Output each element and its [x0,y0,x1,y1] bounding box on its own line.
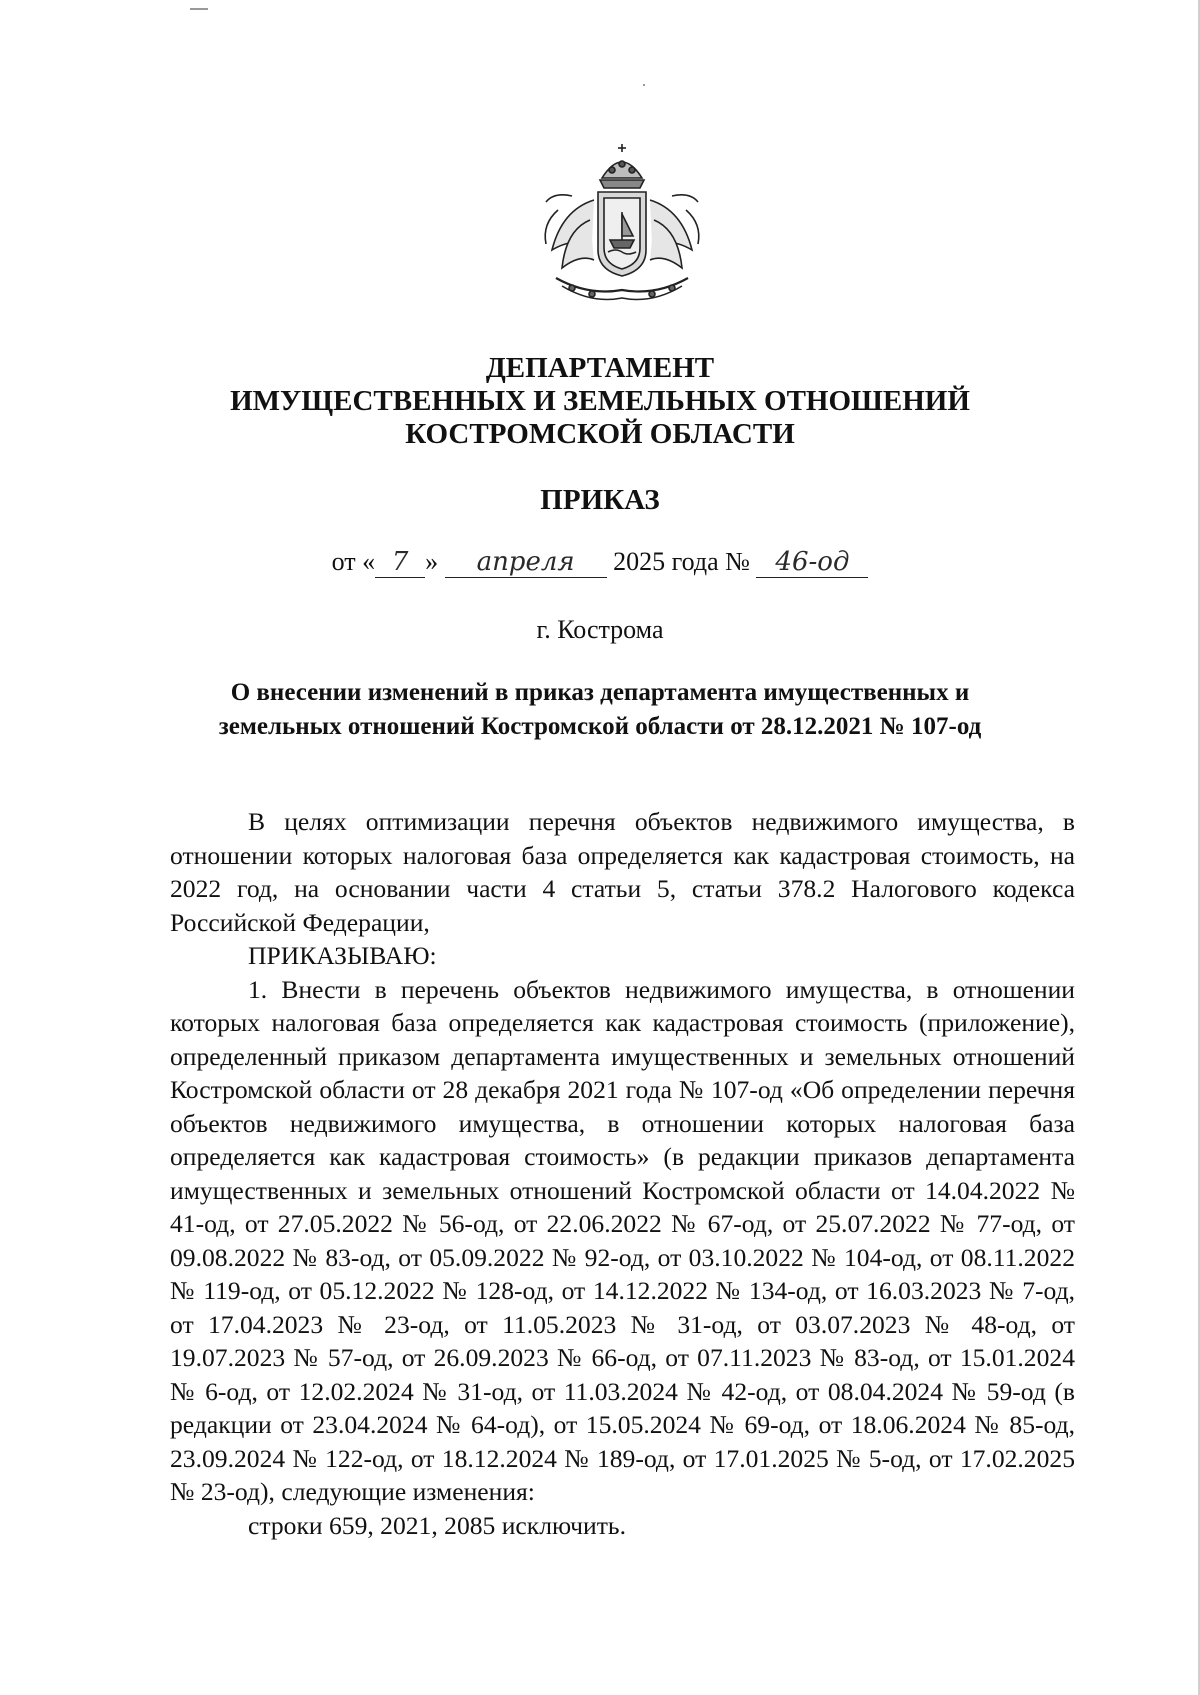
heading-line: ДЕПАРТАМЕНТ [485,352,715,384]
scan-artifact [190,8,208,10]
order-month-handwritten: апреля [445,547,607,578]
body-paragraph-item-1: 1. Внести в перечень объектов недвижимого имущества, в отношении которых налоговая база определяется как кадастровая стоимость (приложение), определенный приказом департамента имущественных и земельных отношений Костромской области от 28 декабря 2021 года № 107-од «Об определении перечня объектов недвижимого имущества, в отношении которых налоговая база определяется как кадастровая стоимость» (в редакции приказов департамента имущественных и земельных отношений Костромской области от 14.04.2022 № 41-од, от 27.05.2022 № 56-од, от 22.06.2022 № 67-од, от 25.07.2022 № 77-од, от 09.08.2022 № 83-од, от 05.09.2022 № 92-од, от 03.10.2022 № 104-од, от 08.11.2022 № 119-од, от 05.12.2022 № 128-од, от 14.12.2022 № 134-од, от 16.03.2023 № 7-од, от 17.04.2023 № 23-од, от 11.05.2023 № 31-од, от 03.07.2023 № 48-од, от 19.07.2023 № 57-од, от 26.09.2023 № 66-од, от 07.11.2023 № 83-од, от 15.01.2024 № 6-од, от 12.02.2024 № 31-од, от 11.03.2024 № 42-од, от 08.04.2024 № 59-од (в редакции от 23.04.2024 № 64-од), от 15.05.2024 № 69-од, от 18.06.2024 № 85-од, 23.09.2024 № 122-од, от 18.12.2024 № 189-од, от 17.01.2025 № 5-од, от 17.02.2025 № 23-од), следующие изменения: [170,974,1075,1506]
body-paragraph-preamble: В целях оптимизации перечня объектов недвижимого имущества, в отношении которых налоговая база определяется как кадастровая стоимость, на 2022 год, на основании части 4 статьи 5, статьи 378.2 Налогового кодекса Российской Федерации, [170,807,1075,937]
order-subject [0,676,1200,744]
order-date-number-line [0,544,1200,580]
scan-artifact [643,84,645,86]
order-date-prefix: от « [331,547,376,576]
order-date-quote-close: » [425,547,439,576]
subject-line: О внесении изменений в приказ департамента имущественных и [230,679,970,706]
department-heading [0,352,1200,451]
city-line: г. Кострома [536,615,664,644]
order-number-handwritten: 46-од [756,547,868,578]
subject-line: земельных отношений Костромской области от 28.12.2021 № 107-од [218,713,982,740]
heading-line: ИМУЩЕСТВЕННЫХ И ЗЕМЕЛЬНЫХ ОТНОШЕНИЙ [230,385,970,417]
order-day-handwritten: 7 [375,547,425,578]
order-title: ПРИКАЗ [540,484,660,516]
body-paragraph-order-word: ПРИКАЗЫВАЮ: [248,941,437,970]
heading-line: КОСТРОМСКОЙ ОБЛАСТИ [405,418,795,450]
coat-of-arms-icon [532,140,712,310]
order-year-text: 2025 года № [613,547,750,576]
body-paragraph-exclusion: строки 659, 2021, 2085 исключить. [248,1510,626,1540]
order-body [170,805,1075,1542]
